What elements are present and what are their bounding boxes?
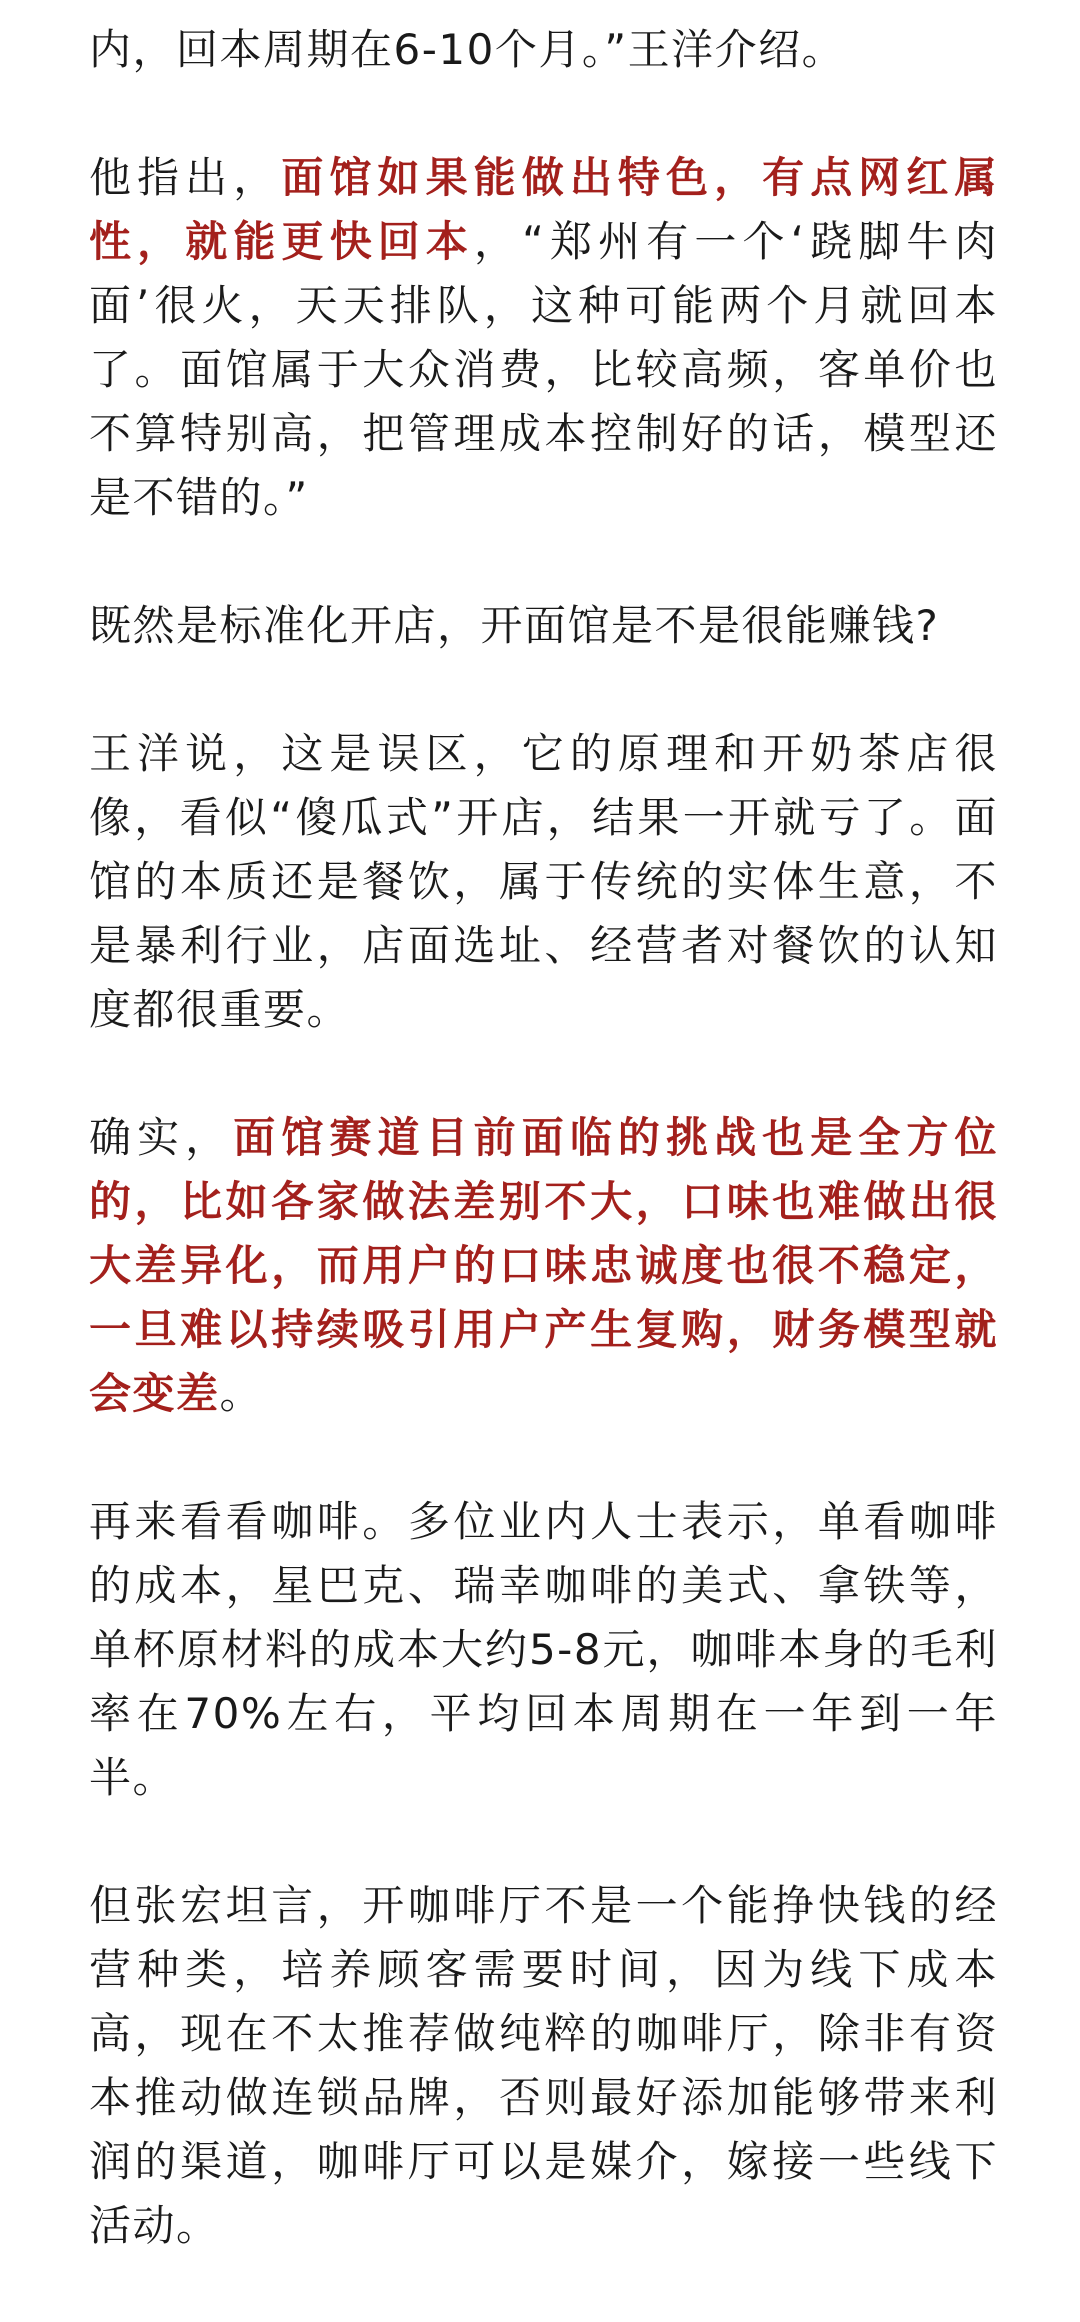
paragraph-2: [89, 146, 998, 530]
paragraph-text: 王洋说，这是误区，它的原理和开奶茶店很像，看似“傻瓜式”开店，结果一开就亏了。面馆的本质还是餐饮，属于传统的实体生意，不是暴利行业，店面选址、经营者对餐饮的认知度都很重要。: [89, 729, 998, 1034]
highlighted-text: 面馆赛道目前面临的挑战也是全方位的，比如各家做法差别不大，口味也难做出很大差异化，而用户的口味忠诚度也很不稳定，一旦难以持续吸引用户产生复购，财务模型就会变差: [89, 1113, 998, 1418]
paragraph-3: [89, 594, 998, 658]
paragraph-text: 再来看看咖啡。多位业内人士表示，单看咖啡的成本，星巴克、瑞幸咖啡的美式、拿铁等，单杯原材料的成本大约5-8元，咖啡本身的毛利率在70%左右，平均回本周期在一年到一年半。: [89, 1497, 998, 1802]
paragraph-text: 但张宏坦言，开咖啡厅不是一个能挣快钱的经营种类，培养顾客需要时间，因为线下成本高，现在不太推荐做纯粹的咖啡厅，除非有资本推动做连锁品牌，否则最好添加能够带来利润的渠道，咖啡厅可以是媒介，嫁接一些线下活动。: [89, 1881, 998, 2250]
paragraph-text: ，“郑州有一个‘跷脚牛肉面’很火，天天排队，这种可能两个月就回本了。面馆属于大众消费，比较高频，客单价也不算特别高，把管理成本控制好的话，模型还是不错的。”: [89, 217, 998, 522]
paragraph-7: [89, 1874, 998, 2258]
highlighted-text: 面馆如果能做出特色，有点网红属性，就能更快回本: [89, 153, 998, 266]
paragraph-5: [89, 1106, 998, 1426]
paragraph-text: 。: [219, 1369, 264, 1418]
paragraph-text: 确实，: [89, 1113, 234, 1162]
paragraph-text: 内，回本周期在6-10个月。”王洋介绍。: [89, 25, 846, 74]
paragraph-1: [89, 18, 998, 82]
paragraph-text: 既然是标准化开店，开面馆是不是很能赚钱?: [89, 601, 940, 650]
paragraph-4: [89, 722, 998, 1042]
paragraph-6: [89, 1490, 998, 1810]
paragraph-text: 他指出，: [89, 153, 282, 202]
